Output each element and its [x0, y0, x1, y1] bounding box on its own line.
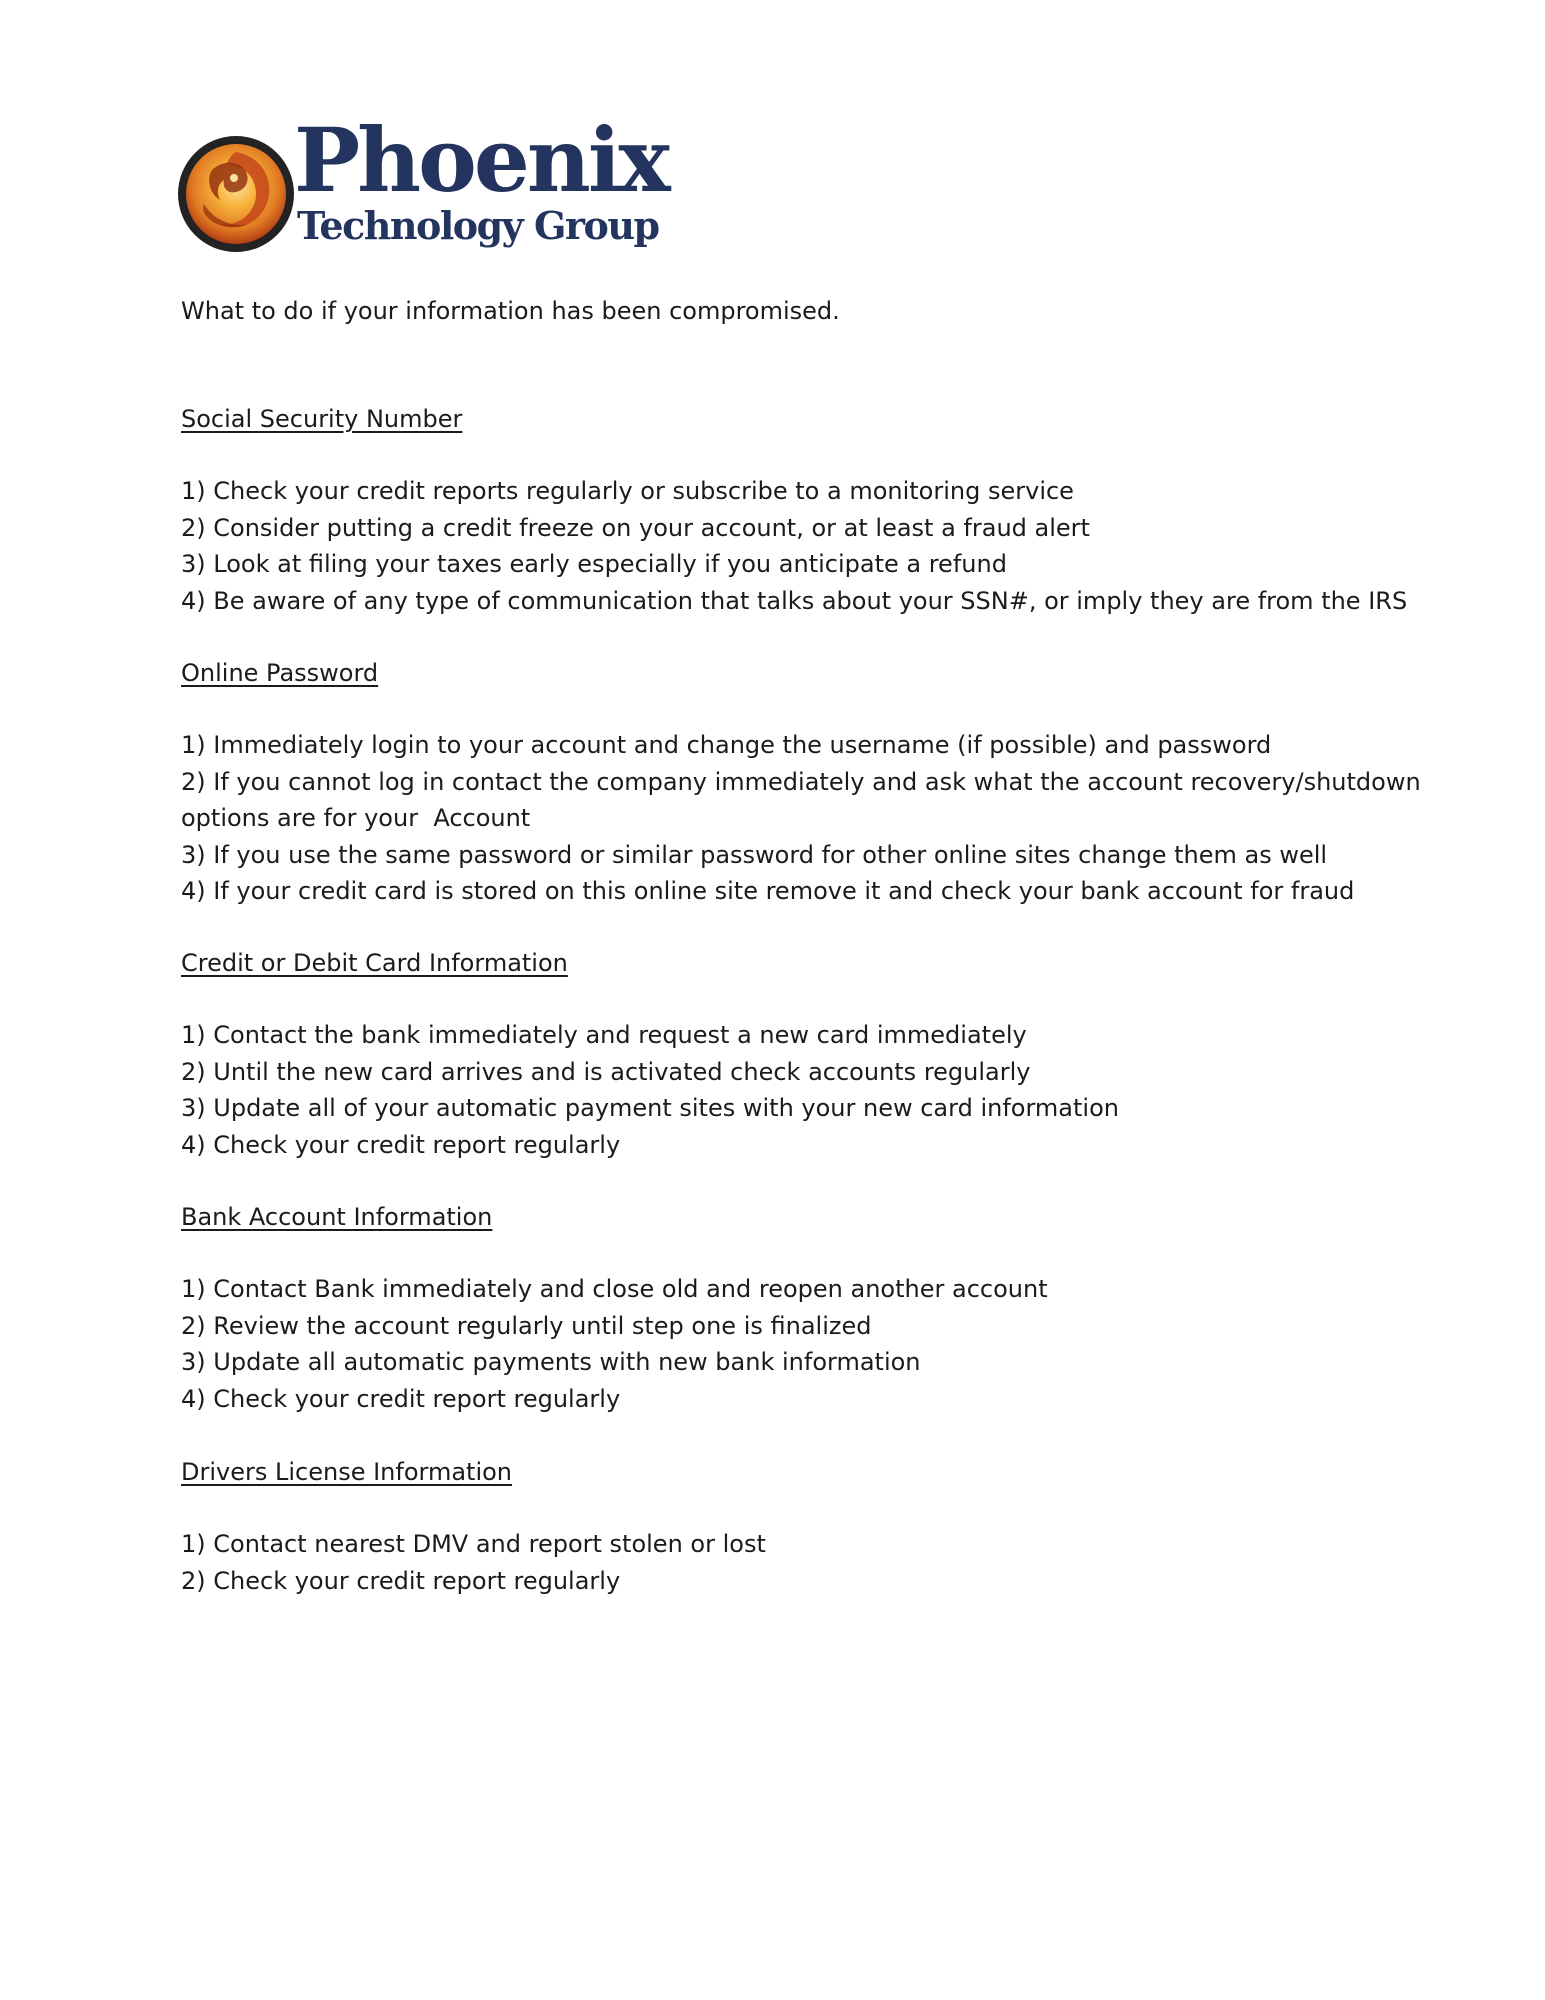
list-item: 4) Be aware of any type of communication that talks about your SSN#, or imply they are from the IRS — [181, 586, 1408, 615]
section-list — [181, 1526, 1381, 1599]
section-title: Drivers License Information — [181, 1458, 513, 1486]
list-item: 1) Contact Bank immediately and close old and reopen another account — [181, 1275, 1048, 1303]
section-list — [181, 1017, 1381, 1163]
intro-text: What to do if your information has been compromised. — [181, 297, 840, 325]
logo-name: Phoenix — [294, 108, 668, 212]
list-item: 3) Look at filing your taxes early especially if you anticipate a refund — [181, 550, 1007, 578]
section-title: Online Password — [181, 659, 379, 687]
list-item: 4) If your credit card is stored on this online site remove it and check your bank account for fraud — [181, 877, 1355, 905]
list-item: 1) Contact nearest DMV and report stolen or lost — [181, 1530, 766, 1558]
section-bank-account — [181, 1199, 1381, 1417]
list-item: 2) Consider putting a credit freeze on your account, or at least a fraud alert — [181, 513, 1090, 542]
list-item: 2) Check your credit report regularly — [181, 1566, 621, 1595]
section-social-security — [181, 401, 1408, 619]
list-item: options are for your Account — [181, 804, 531, 832]
logo-subtitle: Technology Group — [297, 203, 659, 248]
list-item: 1) Check your credit reports regularly or subscribe to a monitoring service — [181, 477, 1074, 505]
list-item: 3) Update all of your automatic payment sites with your new card information — [181, 1094, 1119, 1122]
list-item: 4) Check your credit report regularly — [181, 1384, 621, 1413]
section-list — [181, 727, 1421, 910]
section-title: Credit or Debit Card Information — [181, 949, 568, 977]
phoenix-emblem-icon — [176, 134, 296, 254]
section-online-password — [181, 655, 1421, 910]
list-item: 2) Until the new card arrives and is activated check accounts regularly — [181, 1057, 1031, 1086]
list-item: 1) Contact the bank immediately and request a new card immediately — [181, 1021, 1027, 1049]
section-drivers-license — [181, 1454, 1381, 1599]
list-item: 2) If you cannot log in contact the company immediately and ask what the account recovery/shutdown — [181, 767, 1421, 796]
company-logo — [176, 108, 668, 258]
section-title: Social Security Number — [181, 405, 463, 433]
section-list — [181, 1271, 1381, 1417]
list-item: 1) Immediately login to your account and change the username (if possible) and password — [181, 731, 1272, 759]
list-item: 3) If you use the same password or similar password for other online sites change them as well — [181, 840, 1328, 869]
list-item: 3) Update all automatic payments with new bank information — [181, 1348, 921, 1376]
list-item: 2) Review the account regularly until step one is finalized — [181, 1311, 872, 1340]
section-credit-debit-card — [181, 945, 1381, 1163]
section-title: Bank Account Information — [181, 1203, 493, 1231]
section-list — [181, 473, 1408, 619]
list-item: 4) Check your credit report regularly — [181, 1130, 621, 1159]
